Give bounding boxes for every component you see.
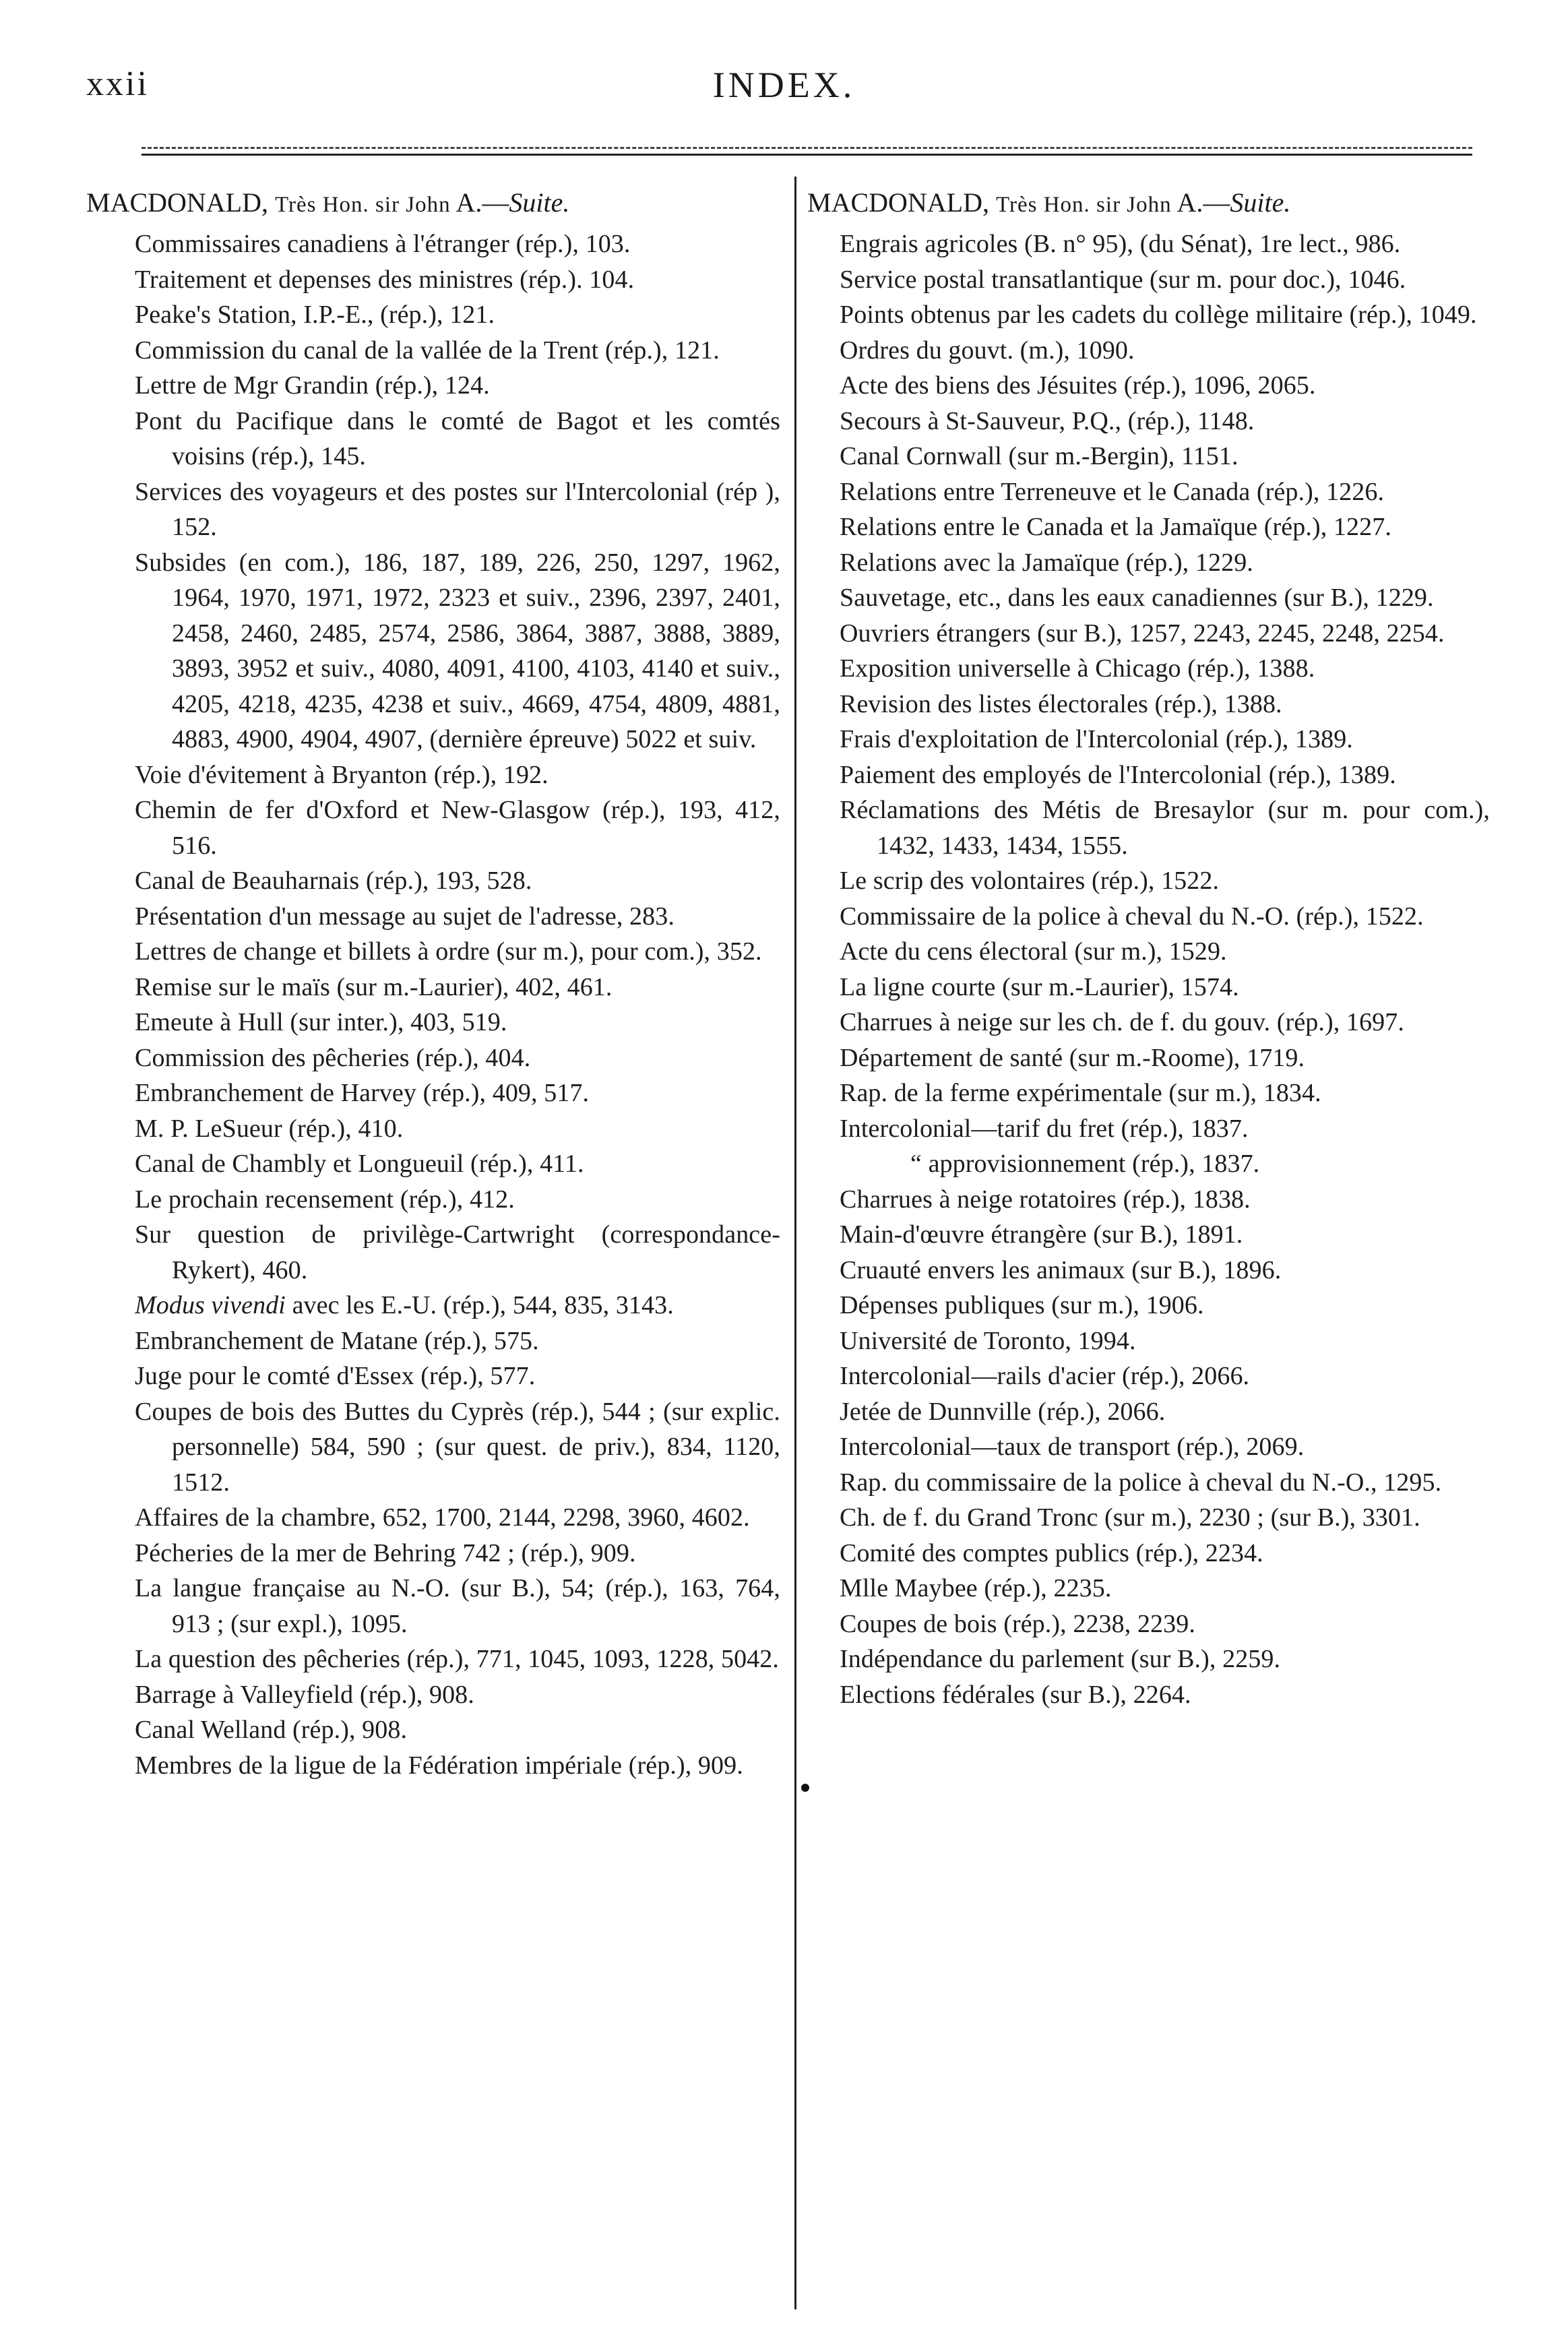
- header-rule: [142, 154, 1472, 156]
- index-entry: Subsides (en com.), 186, 187, 189, 226, 250, 1297, 1962, 1964, 1970, 1971, 1972, 2323 et suiv., 2396, 2397, 2401, 2458, 2460, 2485, 2574, 2586, 3864, 3887, 3888, 3889, 3893, 3952 et suiv., 4080, 4091, 4100, 4103, 4140 et suiv., 4205, 4218, 4235, 4238 et suiv., 4669, 4754, 4809, 4881, 4883, 4900, 4904, 4907, (dernière épreuve) 5022 et suiv.: [135, 548, 780, 753]
- index-entry: Coupes de bois des Buttes du Cyprès (rép.), 544 ; (sur explic. personnelle) 584, 590 ; (sur quest. de priv.), 834, 1120, 1512.: [135, 1397, 780, 1497]
- index-entry: Rap. du commissaire de la police à cheval du N.-O., 1295.: [840, 1468, 1442, 1497]
- index-entry: Intercolonial—rails d'acier (rép.), 2066.: [840, 1362, 1250, 1390]
- index-entry: Réclamations des Métis de Bresaylor (sur m. pour com.), 1432, 1433, 1434, 1555.: [840, 796, 1490, 860]
- left-entries: [86, 226, 780, 1783]
- index-entry: Département de santé (sur m.-Roome), 1719.: [840, 1043, 1305, 1072]
- index-entry: Canal Cornwall (sur m.-Bergin), 1151.: [840, 442, 1238, 470]
- margin-dot-mark: [801, 1784, 809, 1792]
- index-entry: Lettres de change et billets à ordre (sur m.), pour com.), 352.: [135, 937, 762, 966]
- heading-suite: Suite.: [1230, 187, 1291, 218]
- index-entry: Pécheries de la mer de Behring 742 ; (rép.), 909.: [135, 1538, 636, 1567]
- left-column-heading: [86, 187, 780, 226]
- index-entry: Canal de Beauharnais (rép.), 193, 528.: [135, 867, 532, 895]
- index-entry: Barrage à Valleyfield (rép.), 908.: [135, 1680, 474, 1709]
- index-entry: Emeute à Hull (sur inter.), 403, 519.: [135, 1008, 507, 1036]
- index-entry: Intercolonial—tarif du fret (rép.), 1837.: [840, 1114, 1249, 1143]
- index-entry: La langue française au N.-O. (sur B.), 54; (rép.), 163, 764, 913 ; (sur expl.), 1095.: [135, 1574, 780, 1638]
- header-rule-dashed: [142, 147, 1472, 149]
- index-entry: Le prochain recensement (rép.), 412.: [135, 1185, 515, 1214]
- index-entry: Cruauté envers les animaux (sur B.), 1896.: [840, 1255, 1282, 1284]
- index-entry: Embranchement de Harvey (rép.), 409, 517.: [135, 1079, 590, 1107]
- index-entry: Juge pour le comté d'Essex (rép.), 577.: [135, 1362, 536, 1390]
- index-entry: La ligne courte (sur m.-Laurier), 1574.: [840, 972, 1239, 1001]
- index-entry: Pont du Pacifique dans le comté de Bagot et les comtés voisins (rép.), 145.: [135, 406, 780, 470]
- modus-rest: avec les E.-U. (rép.), 544, 835, 3143.: [285, 1291, 674, 1319]
- page-header: [0, 0, 1568, 148]
- index-entry: Embranchement de Matane (rép.), 575.: [135, 1326, 539, 1355]
- index-entry: Comité des comptes publics (rép.), 2234.: [840, 1538, 1263, 1567]
- index-entry: Indépendance du parlement (sur B.), 2259.: [840, 1645, 1281, 1673]
- index-entry: Mlle Maybee (rép.), 2235.: [840, 1574, 1112, 1602]
- index-entry-ditto: “ approvisionnement (rép.), 1837.: [910, 1150, 1260, 1178]
- index-entry: Frais d'exploitation de l'Intercolonial (rép.), 1389.: [840, 725, 1353, 753]
- heading-name: MACDONALD,: [807, 187, 989, 218]
- index-entry: Remise sur le maïs (sur m.-Laurier), 402, 461.: [135, 972, 613, 1001]
- heading-name: MACDONALD,: [86, 187, 268, 218]
- index-entry: Intercolonial—taux de transport (rép.), 2069.: [840, 1433, 1305, 1461]
- index-entry: Présentation d'un message au sujet de l'adresse, 283.: [135, 902, 675, 931]
- index-entry: Relations avec la Jamaïque (rép.), 1229.: [840, 548, 1253, 577]
- index-entry: Charrues à neige sur les ch. de f. du gouv. (rép.), 1697.: [840, 1008, 1404, 1036]
- index-entry: Coupes de bois (rép.), 2238, 2239.: [840, 1609, 1195, 1638]
- index-entry: Traitement et depenses des ministres (rép.). 104.: [135, 265, 635, 294]
- heading-suite: Suite.: [509, 187, 570, 218]
- index-entry: Le scrip des volontaires (rép.), 1522.: [840, 867, 1220, 895]
- index-entry: Revision des listes électorales (rép.), 1388.: [840, 689, 1282, 718]
- heading-initial: A.—: [1177, 187, 1230, 218]
- index-entry: La question des pêcheries (rép.), 771, 1045, 1093, 1228, 5042.: [135, 1645, 779, 1673]
- index-entry: Sur question de privilège-Cartwright (correspondance-Rykert), 460.: [135, 1220, 780, 1284]
- heading-honorific: Très Hon. sir John: [996, 193, 1172, 217]
- index-entry: Ordres du gouvt. (m.), 1090.: [840, 336, 1135, 365]
- index-entry: Sauvetage, etc., dans les eaux canadiennes (sur B.), 1229.: [840, 584, 1434, 612]
- index-entry: M. P. LeSueur (rép.), 410.: [135, 1114, 404, 1143]
- index-entry: Elections fédérales (sur B.), 2264.: [840, 1680, 1191, 1709]
- index-entry: Commissaire de la police à cheval du N.-O. (rép.), 1522.: [840, 902, 1424, 931]
- left-column: [86, 187, 780, 1783]
- index-entry: Engrais agricoles (B. n° 95), (du Sénat), 1re lect., 986.: [840, 230, 1401, 258]
- index-entry: Paiement des employés de l'Intercolonial (rép.), 1389.: [840, 760, 1396, 789]
- index-entry: Chemin de fer d'Oxford et New-Glasgow (rép.), 193, 412, 516.: [135, 796, 780, 860]
- index-entry: Exposition universelle à Chicago (rép.), 1388.: [840, 654, 1315, 683]
- index-entry: Membres de la ligue de la Fédération impériale (rép.), 909.: [135, 1751, 743, 1780]
- index-entry: Ouvriers étrangers (sur B.), 1257, 2243, 2245, 2248, 2254.: [840, 619, 1445, 648]
- index-entry: Service postal transatlantique (sur m. pour doc.), 1046.: [840, 265, 1406, 294]
- index-entry: Commission du canal de la vallée de la Trent (rép.), 121.: [135, 336, 720, 365]
- heading-initial: A.—: [456, 187, 509, 218]
- index-entry: Université de Toronto, 1994.: [840, 1326, 1136, 1355]
- index-entry: Relations entre le Canada et la Jamaïque (rép.), 1227.: [840, 513, 1391, 541]
- index-entry: Affaires de la chambre, 652, 1700, 2144, 2298, 3960, 4602.: [135, 1503, 750, 1532]
- index-entry: Acte du cens électoral (sur m.), 1529.: [840, 937, 1227, 966]
- index-entry: Lettre de Mgr Grandin (rép.), 124.: [135, 371, 490, 400]
- index-entry: Services des voyageurs et des postes sur l'Intercolonial (rép ), 152.: [135, 477, 780, 541]
- index-entry-modus-vivendi: [86, 1288, 780, 1323]
- index-entry: Canal Welland (rép.), 908.: [135, 1716, 408, 1744]
- index-entry: Acte des biens des Jésuites (rép.), 1096, 2065.: [840, 371, 1316, 400]
- right-column-heading: [792, 187, 1490, 226]
- index-entry: Points obtenus par les cadets du collège militaire (rép.), 1049.: [840, 301, 1477, 329]
- index-entry: Relations entre Terreneuve et le Canada (rép.), 1226.: [840, 477, 1385, 506]
- index-entry: Main-d'œuvre étrangère (sur B.), 1891.: [840, 1220, 1243, 1249]
- index-entry: Voie d'évitement à Bryanton (rép.), 192.: [135, 760, 548, 789]
- index-entry: Secours à St-Sauveur, P.Q., (rép.), 1148.: [840, 406, 1255, 435]
- index-entry: Commissaires canadiens à l'étranger (rép.), 103.: [135, 230, 631, 258]
- page-title: INDEX.: [712, 65, 856, 105]
- index-entry: Rap. de la ferme expérimentale (sur m.), 1834.: [840, 1079, 1321, 1107]
- page-number: xxii: [86, 65, 149, 103]
- index-entry: Peake's Station, I.P.-E., (rép.), 121.: [135, 301, 495, 329]
- right-column: [792, 187, 1490, 1712]
- modus-italic: Modus vivendi: [135, 1291, 286, 1319]
- index-entry: Charrues à neige rotatoires (rép.), 1838.: [840, 1185, 1251, 1214]
- index-entry: Dépenses publiques (sur m.), 1906.: [840, 1291, 1204, 1319]
- index-entry: Ch. de f. du Grand Tronc (sur m.), 2230 ; (sur B.), 3301.: [840, 1503, 1420, 1532]
- index-entry: Jetée de Dunnville (rép.), 2066.: [840, 1397, 1166, 1426]
- index-entry: Canal de Chambly et Longueuil (rép.), 411.: [135, 1150, 584, 1178]
- right-entries: [792, 226, 1490, 1712]
- heading-honorific: Très Hon. sir John: [275, 193, 451, 217]
- index-entry: Commission des pêcheries (rép.), 404.: [135, 1043, 531, 1072]
